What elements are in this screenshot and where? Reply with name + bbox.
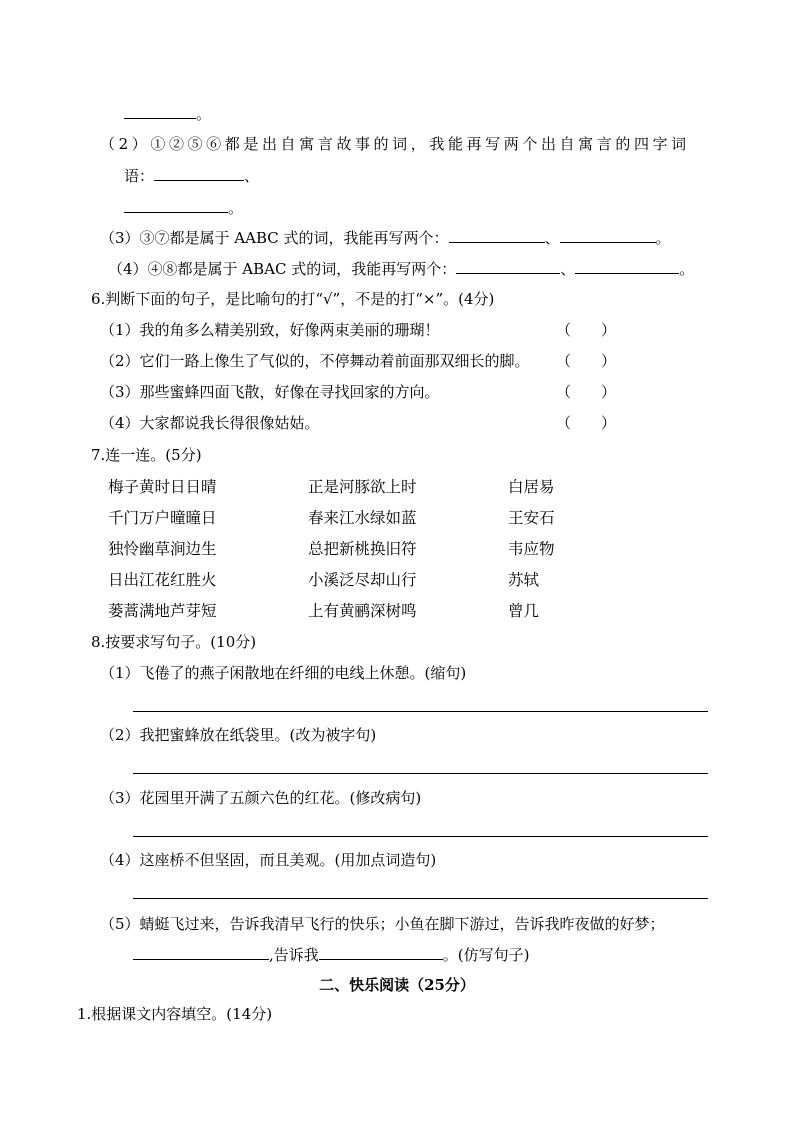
q6-item-3: （3）那些蜜蜂四面飞散，好像在寻找回家的方向。 [100, 383, 440, 401]
q8-item5-blank-2[interactable] [319, 945, 443, 960]
q5-p4 [108, 259, 694, 279]
q5-p4-blank-2[interactable] [575, 259, 679, 274]
q6-answer-3[interactable]: （ ） [556, 383, 617, 401]
q7-col1-item[interactable]: 千门万户曈曈日 [108, 509, 217, 527]
q5-p2-line2 [124, 166, 259, 186]
q6-item-2: （2）它们一路上像生了气似的，不停舞动着前面那双细长的脚。 [100, 352, 530, 370]
q5-p4-text: （4）④⑧都是属于 ABAC 式的词，我能再写两个： [108, 260, 457, 278]
q8-item5-blank-1[interactable] [133, 945, 269, 960]
q5-p2-line1: （2）①②⑤⑥都是出自寓言故事的词，我能再写两个出自寓言的四字词 [100, 135, 690, 153]
q8-answer-line-3[interactable] [133, 836, 708, 837]
q5-p2-blank-1[interactable] [154, 166, 244, 181]
q7-col2-item[interactable]: 总把新桃换旧符 [308, 540, 417, 558]
q8-item-5-line2 [133, 945, 530, 965]
q5-p3 [100, 228, 671, 248]
q7-col2-item[interactable]: 春来江水绿如蓝 [308, 509, 417, 527]
q5-p2-period: 。 [228, 199, 244, 217]
q8-answer-line-1[interactable] [133, 711, 708, 712]
q6-item-4: （4）大家都说我长得很像姑姑。 [100, 414, 320, 432]
q7-col1-item[interactable]: 独怜幽草涧边生 [108, 540, 217, 558]
q8-item-1: （1）飞倦了的燕子闲散地在纤细的电线上休憩。(缩句) [100, 664, 467, 682]
q7-col3-item[interactable]: 王安石 [508, 509, 555, 527]
q6-title: 6.判断下面的句子，是比喻句的打“√”，不是的打“×”。(4分) [91, 290, 495, 308]
q5-p3-text: （3）③⑦都是属于 AABC 式的词，我能再写两个： [100, 229, 449, 247]
q5-p2-sep: 、 [244, 167, 260, 185]
q7-title: 7.连一连。(5分) [91, 446, 202, 464]
q5-tail-period: 。 [196, 105, 212, 123]
q8-answer-line-4[interactable] [133, 898, 708, 899]
section2-heading: 二、快乐阅读（25分） [319, 976, 475, 994]
q7-col2-item[interactable]: 正是河豚欲上时 [308, 478, 417, 496]
q5-p3-sep: 、 [544, 229, 560, 247]
q7-col2-item[interactable]: 上有黄鹂深树鸣 [308, 602, 417, 620]
q5-p3-blank-1[interactable] [449, 228, 545, 243]
q5-p3-end: 。 [655, 229, 671, 247]
q8-item-4: （4）这座桥不但坚固，而且美观。(用加点词造句) [100, 851, 437, 869]
q8-item-5-line1: （5）蜻蜓飞过来，告诉我清早飞行的快乐；小鱼在脚下游过，告诉我昨夜做的好梦； [100, 915, 665, 933]
q7-col3-item[interactable]: 白居易 [508, 478, 555, 496]
q5-p2-prefix: 语： [124, 167, 155, 185]
q7-col1-item[interactable]: 日出江花红胜火 [108, 571, 217, 589]
q5-p2-blank-2[interactable] [124, 198, 228, 213]
q6-answer-2[interactable]: （ ） [556, 352, 617, 370]
q5-p4-end: 。 [679, 260, 695, 278]
q5-p4-sep: 、 [560, 260, 576, 278]
q6-answer-1[interactable]: （ ） [556, 321, 617, 339]
q7-col3-item[interactable]: 韦应物 [508, 540, 555, 558]
q7-col3-item[interactable]: 曾几 [508, 602, 540, 620]
q6-item-1: （1）我的角多么精美别致，好像两束美丽的珊瑚！ [100, 321, 440, 339]
q8-item5-mid: ,告诉我 [269, 946, 319, 964]
q5-tail-blank[interactable] [124, 104, 196, 119]
q7-col3-item[interactable]: 苏轼 [508, 571, 540, 589]
section2-q1-title: 1.根据课文内容填空。(14分) [77, 1005, 273, 1023]
q5-tail-line [124, 104, 211, 124]
q7-col1-item[interactable]: 蒌蒿满地芦芽短 [108, 602, 217, 620]
q7-col1-item[interactable]: 梅子黄时日日晴 [108, 478, 217, 496]
q8-item-3: （3）花园里开满了五颜六色的红花。(修改病句) [100, 789, 422, 807]
q6-answer-4[interactable]: （ ） [556, 414, 617, 432]
q5-p3-blank-2[interactable] [560, 228, 656, 243]
q7-col2-item[interactable]: 小溪泛尽却山行 [308, 571, 417, 589]
q8-answer-line-2[interactable] [133, 773, 708, 774]
q5-p2-line3 [124, 198, 243, 218]
q8-item5-end: 。(仿写句子) [442, 946, 530, 964]
q8-title: 8.按要求写句子。(10分) [91, 633, 257, 651]
q8-item-2: （2）我把蜜蜂放在纸袋里。(改为被字句) [100, 726, 377, 744]
q5-p4-blank-1[interactable] [456, 259, 560, 274]
